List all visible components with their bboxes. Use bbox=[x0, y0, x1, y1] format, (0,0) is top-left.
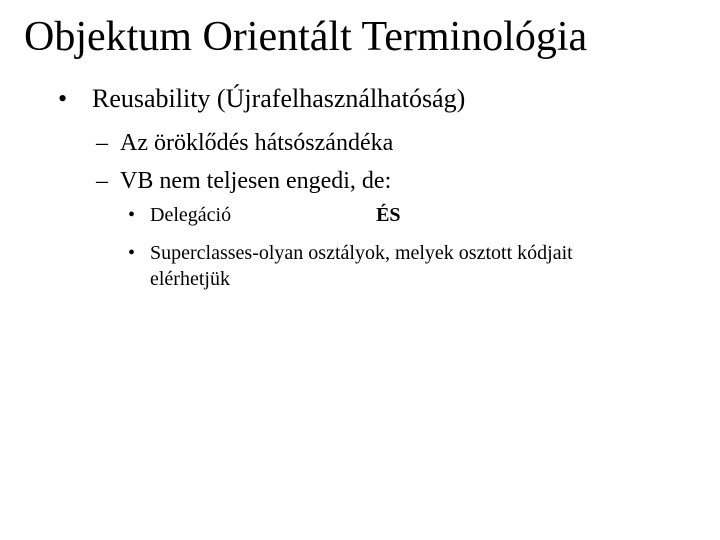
sub-bullet-text: Az öröklődés hátsószándéka bbox=[120, 130, 394, 156]
bullet-marker: • bbox=[58, 84, 68, 113]
bullet-text: Reusability (Újrafelhasználhatóság) bbox=[92, 84, 466, 113]
dash-marker: – bbox=[96, 168, 108, 194]
sub-sub-bullet-text: Superclasses-olyan osztályok, melyek osztott kódjait bbox=[150, 242, 573, 264]
sub-sub-bullet-text: Delegáció bbox=[150, 204, 232, 226]
bullet-marker: • bbox=[128, 204, 136, 226]
sub-sub-bullet-delegation bbox=[128, 204, 401, 227]
sub-bullet-vb bbox=[96, 168, 391, 195]
sub-sub-bullet-superclasses bbox=[128, 242, 573, 265]
es-label: ÉS bbox=[376, 204, 401, 226]
sub-sub-bullet-continuation: elérhetjük bbox=[150, 268, 230, 290]
sub-bullet-inheritance bbox=[96, 130, 393, 157]
sub-bullet-text: VB nem teljesen engedi, de: bbox=[120, 168, 392, 194]
bullet-marker: • bbox=[128, 242, 136, 264]
bullet-reusability bbox=[58, 84, 465, 114]
dash-marker: – bbox=[96, 130, 108, 156]
slide-title: Objektum Orientált Terminológia bbox=[24, 14, 588, 60]
